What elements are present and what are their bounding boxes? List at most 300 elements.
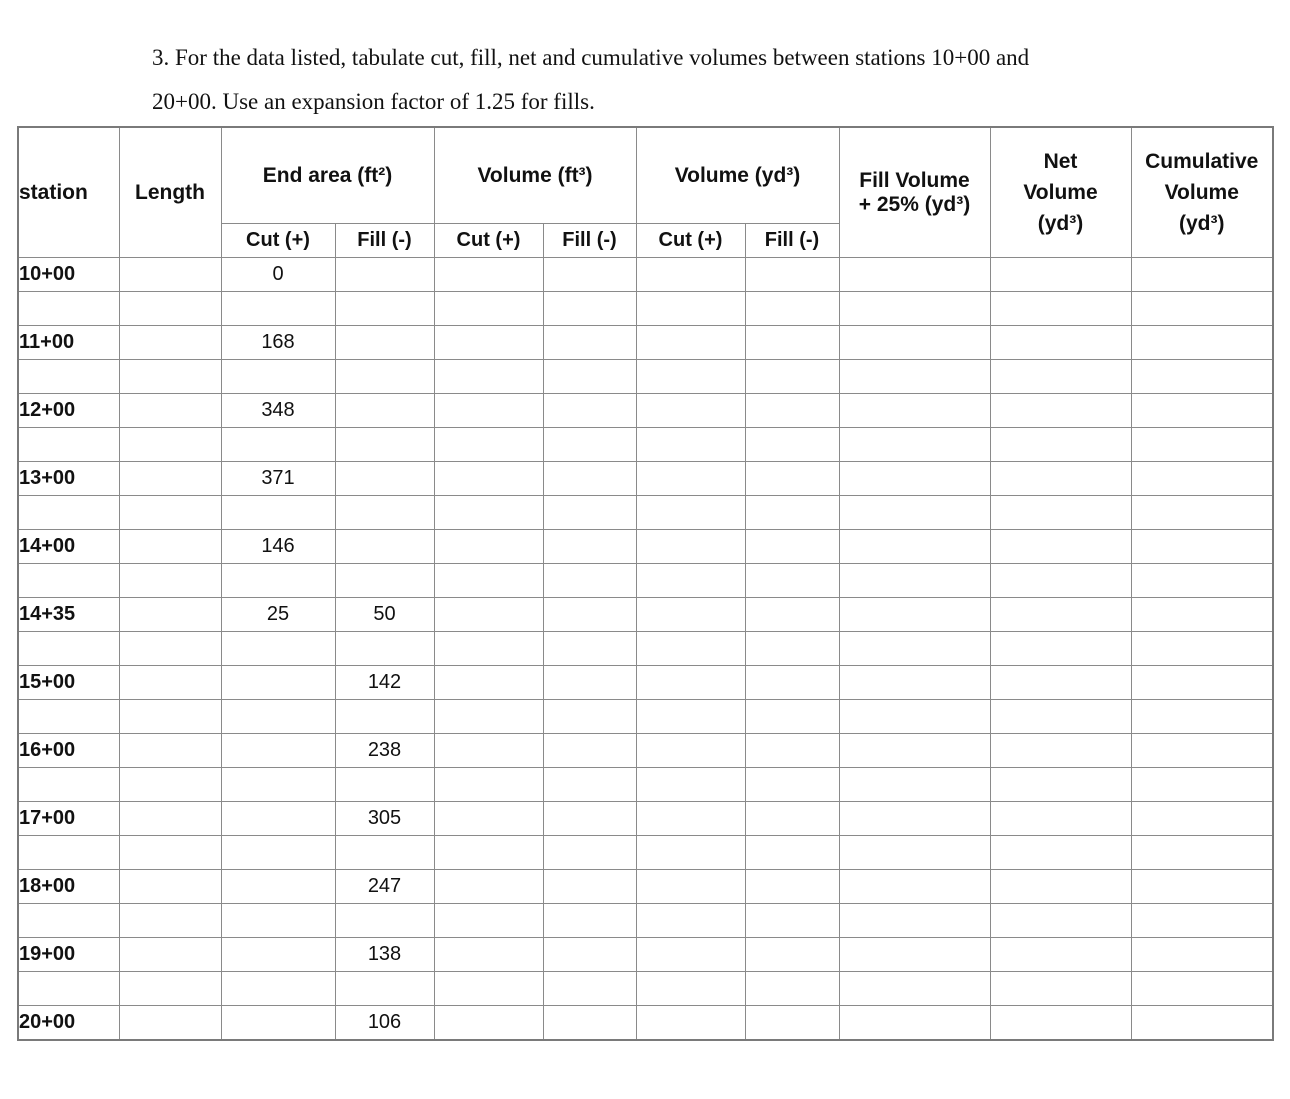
empty-cell — [335, 632, 434, 666]
empty-cell — [119, 768, 221, 802]
empty-cell — [990, 836, 1131, 870]
station-cell: 14+00 — [18, 530, 119, 564]
empty-cell — [119, 394, 221, 428]
end-area-fill-cell — [335, 394, 434, 428]
interval-row — [18, 972, 1273, 1006]
end-area-cut-cell: 348 — [221, 394, 335, 428]
empty-cell — [636, 700, 745, 734]
empty-cell — [119, 802, 221, 836]
station-cell: 17+00 — [18, 802, 119, 836]
header-cum-line2: Volume — [1164, 181, 1239, 204]
empty-cell — [119, 258, 221, 292]
station-cell: 10+00 — [18, 258, 119, 292]
empty-cell — [1131, 768, 1273, 802]
empty-cell — [839, 632, 990, 666]
empty-cell — [543, 496, 636, 530]
table-row — [18, 870, 1273, 904]
empty-cell — [434, 428, 543, 462]
empty-cell — [119, 734, 221, 768]
empty-cell — [543, 972, 636, 1006]
empty-cell — [119, 326, 221, 360]
empty-cell — [990, 938, 1131, 972]
empty-cell — [335, 428, 434, 462]
empty-cell — [1131, 904, 1273, 938]
empty-cell — [18, 292, 119, 326]
empty-cell — [434, 768, 543, 802]
empty-cell — [335, 836, 434, 870]
empty-cell — [434, 326, 543, 360]
station-cell: 20+00 — [18, 1006, 119, 1040]
empty-cell — [18, 360, 119, 394]
table-row — [18, 734, 1273, 768]
empty-cell — [1131, 564, 1273, 598]
empty-cell — [221, 292, 335, 326]
header-fill-volume-line1: Fill Volume — [859, 168, 970, 192]
header-end-area-fill: Fill (-) — [335, 224, 434, 258]
end-area-cut-cell — [221, 870, 335, 904]
empty-cell — [434, 598, 543, 632]
empty-cell — [119, 904, 221, 938]
empty-cell — [221, 496, 335, 530]
end-area-cut-cell — [221, 1006, 335, 1040]
empty-cell — [839, 360, 990, 394]
header-net-line1: Net — [1043, 150, 1078, 173]
interval-row — [18, 292, 1273, 326]
interval-row — [18, 428, 1273, 462]
empty-cell — [745, 292, 839, 326]
empty-cell — [434, 938, 543, 972]
empty-cell — [1131, 802, 1273, 836]
empty-cell — [119, 292, 221, 326]
empty-cell — [335, 292, 434, 326]
station-cell: 16+00 — [18, 734, 119, 768]
empty-cell — [745, 632, 839, 666]
empty-cell — [221, 768, 335, 802]
end-area-fill-cell: 138 — [335, 938, 434, 972]
end-area-fill-cell: 238 — [335, 734, 434, 768]
empty-cell — [990, 1006, 1131, 1040]
empty-cell — [18, 972, 119, 1006]
empty-cell — [745, 530, 839, 564]
empty-cell — [1131, 530, 1273, 564]
empty-cell — [990, 734, 1131, 768]
table-row — [18, 258, 1273, 292]
empty-cell — [745, 394, 839, 428]
empty-cell — [119, 598, 221, 632]
empty-cell — [990, 530, 1131, 564]
empty-cell — [745, 1006, 839, 1040]
empty-cell — [990, 768, 1131, 802]
empty-cell — [990, 598, 1131, 632]
end-area-cut-cell: 25 — [221, 598, 335, 632]
empty-cell — [335, 700, 434, 734]
empty-cell — [18, 700, 119, 734]
empty-cell — [745, 870, 839, 904]
empty-cell — [990, 394, 1131, 428]
empty-cell — [1131, 700, 1273, 734]
empty-cell — [636, 666, 745, 700]
header-volume-ft3-label: Volume (ft³) — [477, 163, 593, 187]
empty-cell — [990, 700, 1131, 734]
empty-cell — [636, 326, 745, 360]
empty-cell — [335, 496, 434, 530]
empty-cell — [119, 666, 221, 700]
station-cell: 13+00 — [18, 462, 119, 496]
empty-cell — [990, 666, 1131, 700]
station-cell: 15+00 — [18, 666, 119, 700]
empty-cell — [839, 258, 990, 292]
empty-cell — [636, 598, 745, 632]
empty-cell — [18, 632, 119, 666]
empty-cell — [745, 700, 839, 734]
empty-cell — [839, 734, 990, 768]
empty-cell — [745, 428, 839, 462]
empty-cell — [990, 564, 1131, 598]
empty-cell — [839, 496, 990, 530]
header-net-line3: (yd³) — [1037, 212, 1084, 235]
empty-cell — [543, 904, 636, 938]
station-cell: 18+00 — [18, 870, 119, 904]
empty-cell — [119, 632, 221, 666]
empty-cell — [119, 870, 221, 904]
empty-cell — [119, 530, 221, 564]
end-area-fill-cell: 106 — [335, 1006, 434, 1040]
end-area-fill-cell: 142 — [335, 666, 434, 700]
empty-cell — [434, 1006, 543, 1040]
empty-cell — [636, 836, 745, 870]
question-line-1: 3. For the data listed, tabulate cut, fill, net and cumulative volumes between stations 10+00 and — [152, 45, 1030, 70]
empty-cell — [990, 326, 1131, 360]
empty-cell — [434, 530, 543, 564]
empty-cell — [434, 496, 543, 530]
empty-cell — [1131, 938, 1273, 972]
empty-cell — [745, 972, 839, 1006]
header-net-volume — [990, 127, 1131, 258]
end-area-fill-cell — [335, 530, 434, 564]
empty-cell — [1131, 462, 1273, 496]
table-row — [18, 938, 1273, 972]
empty-cell — [636, 530, 745, 564]
empty-cell — [543, 700, 636, 734]
empty-cell — [543, 462, 636, 496]
empty-cell — [335, 564, 434, 598]
empty-cell — [1131, 666, 1273, 700]
empty-cell — [839, 326, 990, 360]
empty-cell — [839, 428, 990, 462]
table-row — [18, 394, 1273, 428]
empty-cell — [18, 428, 119, 462]
empty-cell — [636, 904, 745, 938]
end-area-cut-cell — [221, 938, 335, 972]
header-end-area-cut: Cut (+) — [221, 224, 335, 258]
empty-cell — [636, 564, 745, 598]
empty-cell — [221, 836, 335, 870]
empty-cell — [1131, 1006, 1273, 1040]
empty-cell — [745, 598, 839, 632]
empty-cell — [221, 428, 335, 462]
empty-cell — [990, 428, 1131, 462]
header-fill-volume — [839, 127, 990, 258]
empty-cell — [434, 394, 543, 428]
empty-cell — [636, 462, 745, 496]
empty-cell — [434, 360, 543, 394]
empty-cell — [990, 632, 1131, 666]
end-area-cut-cell — [221, 802, 335, 836]
empty-cell — [543, 360, 636, 394]
empty-cell — [543, 768, 636, 802]
header-volume-ft3 — [434, 127, 636, 224]
empty-cell — [543, 394, 636, 428]
empty-cell — [434, 802, 543, 836]
empty-cell — [1131, 326, 1273, 360]
end-area-fill-cell: 305 — [335, 802, 434, 836]
empty-cell — [636, 768, 745, 802]
table-row — [18, 1006, 1273, 1040]
empty-cell — [335, 972, 434, 1006]
empty-cell — [434, 564, 543, 598]
empty-cell — [221, 904, 335, 938]
empty-cell — [636, 802, 745, 836]
empty-cell — [745, 802, 839, 836]
header-net-line2: Volume — [1023, 181, 1098, 204]
empty-cell — [119, 496, 221, 530]
empty-cell — [119, 428, 221, 462]
empty-cell — [119, 700, 221, 734]
empty-cell — [990, 292, 1131, 326]
empty-cell — [745, 326, 839, 360]
empty-cell — [839, 1006, 990, 1040]
empty-cell — [119, 1006, 221, 1040]
header-station: station — [18, 127, 119, 258]
empty-cell — [990, 904, 1131, 938]
empty-cell — [745, 836, 839, 870]
empty-cell — [839, 768, 990, 802]
station-cell: 12+00 — [18, 394, 119, 428]
empty-cell — [119, 836, 221, 870]
empty-cell — [221, 972, 335, 1006]
empty-cell — [1131, 870, 1273, 904]
empty-cell — [434, 666, 543, 700]
empty-cell — [18, 904, 119, 938]
interval-row — [18, 632, 1273, 666]
empty-cell — [221, 700, 335, 734]
empty-cell — [543, 666, 636, 700]
empty-cell — [119, 462, 221, 496]
empty-cell — [1131, 496, 1273, 530]
empty-cell — [543, 870, 636, 904]
table-row — [18, 666, 1273, 700]
empty-cell — [745, 258, 839, 292]
empty-cell — [839, 598, 990, 632]
volume-table — [17, 126, 1274, 1041]
empty-cell — [1131, 598, 1273, 632]
empty-cell — [745, 360, 839, 394]
end-area-fill-cell — [335, 462, 434, 496]
end-area-fill-cell — [335, 258, 434, 292]
empty-cell — [839, 292, 990, 326]
header-cum-line1: Cumulative — [1145, 150, 1259, 173]
empty-cell — [543, 598, 636, 632]
empty-cell — [1131, 360, 1273, 394]
end-area-cut-cell: 146 — [221, 530, 335, 564]
empty-cell — [745, 904, 839, 938]
interval-row — [18, 360, 1273, 394]
empty-cell — [990, 870, 1131, 904]
empty-cell — [636, 360, 745, 394]
empty-cell — [990, 972, 1131, 1006]
station-cell: 14+35 — [18, 598, 119, 632]
empty-cell — [745, 734, 839, 768]
header-volume-yd3 — [636, 127, 839, 224]
empty-cell — [839, 462, 990, 496]
empty-cell — [745, 768, 839, 802]
empty-cell — [434, 292, 543, 326]
empty-cell — [636, 972, 745, 1006]
empty-cell — [543, 564, 636, 598]
end-area-cut-cell — [221, 666, 335, 700]
end-area-cut-cell: 0 — [221, 258, 335, 292]
empty-cell — [745, 496, 839, 530]
empty-cell — [119, 360, 221, 394]
empty-cell — [434, 836, 543, 870]
question-line-2: 20+00. Use an expansion factor of 1.25 for fills. — [152, 89, 595, 114]
header-fill-volume-line2: + 25% (yd³) — [858, 192, 971, 216]
empty-cell — [1131, 836, 1273, 870]
empty-cell — [636, 292, 745, 326]
empty-cell — [636, 496, 745, 530]
empty-cell — [990, 462, 1131, 496]
empty-cell — [636, 258, 745, 292]
empty-cell — [18, 836, 119, 870]
header-volume-yd3-fill: Fill (-) — [745, 224, 839, 258]
empty-cell — [434, 258, 543, 292]
empty-cell — [543, 292, 636, 326]
empty-cell — [434, 870, 543, 904]
table-row — [18, 802, 1273, 836]
end-area-cut-cell: 371 — [221, 462, 335, 496]
header-volume-yd3-label: Volume (yd³) — [674, 163, 801, 187]
empty-cell — [636, 632, 745, 666]
header-length: Length — [119, 127, 221, 258]
empty-cell — [335, 360, 434, 394]
empty-cell — [543, 632, 636, 666]
empty-cell — [839, 530, 990, 564]
header-cum-line3: (yd³) — [1179, 212, 1225, 235]
empty-cell — [543, 530, 636, 564]
empty-cell — [543, 734, 636, 768]
empty-cell — [434, 700, 543, 734]
table-row — [18, 326, 1273, 360]
empty-cell — [745, 564, 839, 598]
empty-cell — [990, 258, 1131, 292]
empty-cell — [1131, 972, 1273, 1006]
station-cell: 19+00 — [18, 938, 119, 972]
empty-cell — [119, 938, 221, 972]
header-end-area-label: End area (ft²) — [262, 163, 393, 187]
empty-cell — [839, 666, 990, 700]
empty-cell — [839, 564, 990, 598]
empty-cell — [434, 632, 543, 666]
empty-cell — [839, 938, 990, 972]
empty-cell — [636, 394, 745, 428]
empty-cell — [636, 870, 745, 904]
empty-cell — [839, 972, 990, 1006]
header-volume-ft3-fill: Fill (-) — [543, 224, 636, 258]
interval-row — [18, 564, 1273, 598]
empty-cell — [335, 768, 434, 802]
empty-cell — [636, 938, 745, 972]
empty-cell — [839, 802, 990, 836]
empty-cell — [543, 938, 636, 972]
table-row — [18, 598, 1273, 632]
empty-cell — [434, 734, 543, 768]
empty-cell — [119, 972, 221, 1006]
empty-cell — [221, 564, 335, 598]
empty-cell — [1131, 258, 1273, 292]
header-cumulative-volume — [1131, 127, 1273, 258]
header-volume-yd3-cut: Cut (+) — [636, 224, 745, 258]
station-cell: 11+00 — [18, 326, 119, 360]
empty-cell — [543, 258, 636, 292]
empty-cell — [119, 564, 221, 598]
header-volume-ft3-cut: Cut (+) — [434, 224, 543, 258]
interval-row — [18, 700, 1273, 734]
empty-cell — [18, 564, 119, 598]
empty-cell — [745, 666, 839, 700]
empty-cell — [543, 802, 636, 836]
interval-row — [18, 836, 1273, 870]
empty-cell — [636, 428, 745, 462]
end-area-fill-cell: 50 — [335, 598, 434, 632]
interval-row — [18, 496, 1273, 530]
empty-cell — [1131, 428, 1273, 462]
empty-cell — [434, 972, 543, 1006]
empty-cell — [745, 462, 839, 496]
empty-cell — [990, 360, 1131, 394]
empty-cell — [434, 462, 543, 496]
empty-cell — [18, 496, 119, 530]
end-area-fill-cell: 247 — [335, 870, 434, 904]
empty-cell — [636, 1006, 745, 1040]
empty-cell — [990, 496, 1131, 530]
empty-cell — [636, 734, 745, 768]
empty-cell — [839, 836, 990, 870]
empty-cell — [839, 700, 990, 734]
table-row — [18, 462, 1273, 496]
interval-row — [18, 904, 1273, 938]
empty-cell — [839, 394, 990, 428]
empty-cell — [1131, 394, 1273, 428]
empty-cell — [221, 632, 335, 666]
empty-cell — [221, 360, 335, 394]
empty-cell — [839, 870, 990, 904]
empty-cell — [543, 326, 636, 360]
table-row — [18, 530, 1273, 564]
empty-cell — [745, 938, 839, 972]
end-area-cut-cell — [221, 734, 335, 768]
empty-cell — [1131, 292, 1273, 326]
empty-cell — [434, 904, 543, 938]
empty-cell — [990, 802, 1131, 836]
empty-cell — [335, 904, 434, 938]
header-end-area — [221, 127, 434, 224]
empty-cell — [1131, 632, 1273, 666]
empty-cell — [543, 428, 636, 462]
empty-cell — [18, 768, 119, 802]
empty-cell — [839, 904, 990, 938]
end-area-cut-cell: 168 — [221, 326, 335, 360]
end-area-fill-cell — [335, 326, 434, 360]
